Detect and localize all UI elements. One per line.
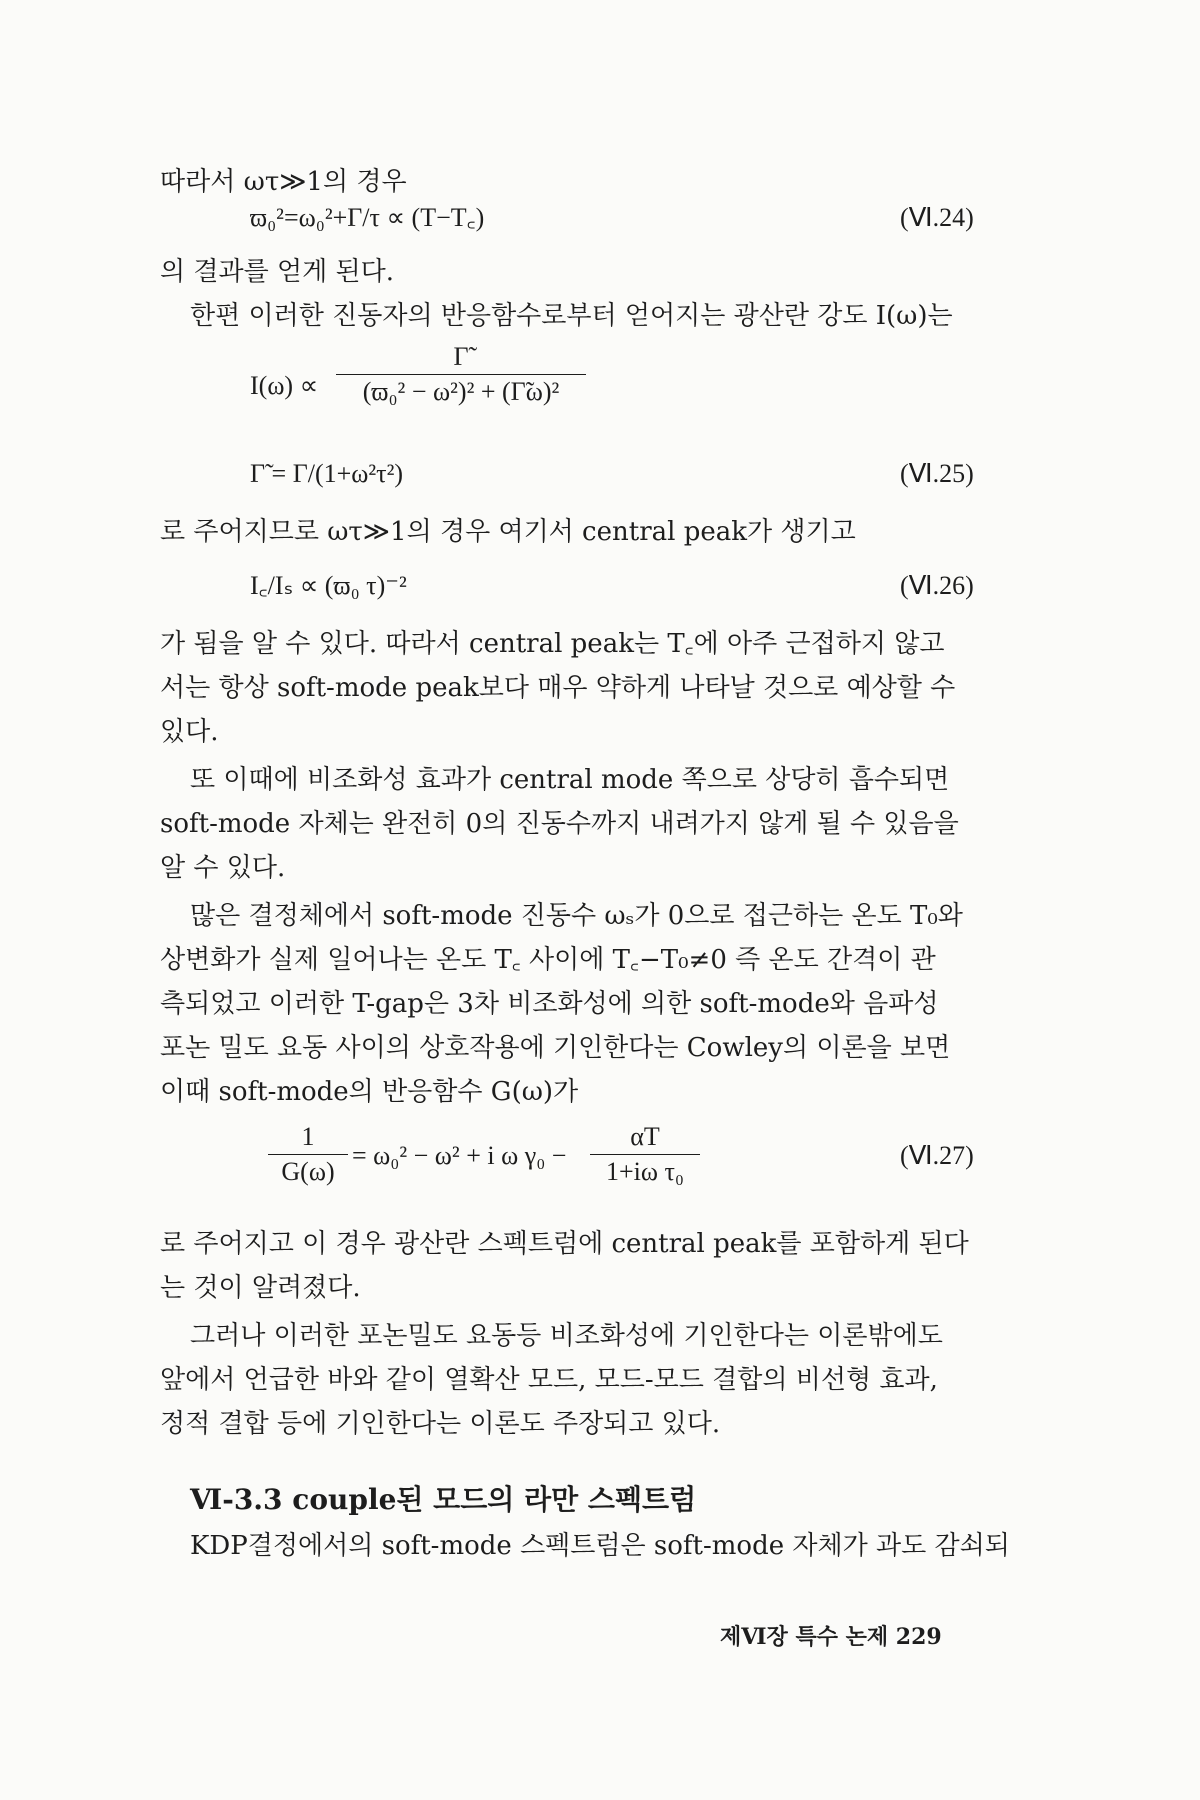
equation-number: (Ⅵ.24): [900, 203, 974, 232]
text-line: 정적 결합 등에 기인한다는 이론도 주장되고 있다.: [160, 1409, 721, 1439]
text-line: 서는 항상 soft-mode peak보다 매우 약하게 나타날 것으로 예상할 수: [160, 673, 956, 703]
fraction-denominator: (ϖ₀² − ω²)² + (Γ̃ω)²: [362, 377, 560, 406]
page-footer: 제Ⅵ장 특수 논제 229: [720, 1624, 942, 1650]
text-line: KDP결정에서의 soft-mode 스펙트럼은 soft-mode 자체가 과도 감쇠되: [190, 1531, 1010, 1561]
fraction-numerator: αT: [630, 1122, 660, 1151]
text-line: 많은 결정체에서 soft-mode 진동수 ωₛ가 0으로 접근하는 온도 T₀와: [190, 901, 963, 931]
text-line: 또 이때에 비조화성 효과가 central mode 쪽으로 상당히 흡수되면: [190, 765, 950, 795]
text-line: 있다.: [160, 717, 219, 747]
equation-number: (Ⅵ.25): [900, 459, 974, 488]
fraction-numerator: 1: [301, 1122, 315, 1151]
equation-vi-25-left: I(ω) ∝: [250, 371, 319, 400]
text-line: 로 주어지고 이 경우 광산란 스펙트럼에 central peak를 포함하게 된다: [160, 1229, 969, 1259]
section-heading: Ⅵ-3.3 couple된 모드의 라만 스펙트럼: [190, 1483, 697, 1516]
text-line: 그러나 이러한 포논밀도 요동등 비조화성에 기인한다는 이론밖에도: [190, 1321, 943, 1351]
equation-vi-25-fraction: [336, 340, 586, 409]
equation-vi-27-left-fraction: [268, 1120, 348, 1189]
text-line: 상변화가 실제 일어나는 온도 T꜀ 사이에 T꜀−T₀≠0 즉 온도 간격이 관: [160, 945, 936, 975]
text-line: 가 됨을 알 수 있다. 따라서 central peak는 T꜀에 아주 근접하지 않고: [160, 629, 945, 659]
fraction-numerator: Γ̃: [453, 342, 469, 371]
text-line: 알 수 있다.: [160, 853, 286, 883]
text-line: 는 것이 알려졌다.: [160, 1273, 361, 1303]
text-line: 이때 soft-mode의 반응함수 G(ω)가: [160, 1077, 579, 1107]
equation-vi-26: I꜀/Iₛ ∝ (ϖ₀ τ)⁻²: [250, 571, 407, 600]
text-line: 한편 이러한 진동자의 반응함수로부터 얻어지는 광산란 강도 I(ω)는: [190, 301, 953, 331]
equation-vi-25: Γ̃ = Γ/(1+ω²τ²): [250, 459, 404, 488]
equation-vi-27-right-fraction: [590, 1120, 700, 1189]
text-line: 포논 밀도 요동 사이의 상호작용에 기인한다는 Cowley의 이론을 보면: [160, 1033, 951, 1063]
text-line: 의 결과를 얻게 된다.: [160, 257, 394, 287]
text-line: 측되었고 이러한 T-gap은 3차 비조화성에 의한 soft-mode와 음파성: [160, 989, 939, 1019]
text-line: 앞에서 언급한 바와 같이 열확산 모드, 모드-모드 결합의 비선형 효과,: [160, 1365, 938, 1395]
equation-number: (Ⅵ.26): [900, 571, 974, 600]
equation-number: (Ⅵ.27): [900, 1141, 974, 1170]
fraction-denominator: 1+iω τ₀: [605, 1157, 684, 1186]
text-line: soft-mode 자체는 완전히 0의 진동수까지 내려가지 않게 될 수 있음을: [160, 809, 959, 839]
text-line: 따라서 ωτ≫1의 경우: [160, 167, 407, 197]
fraction-denominator: G(ω): [281, 1157, 335, 1186]
equation-vi-24: ϖ₀²=ω₀²+Γ/τ ∝ (T−T꜀): [250, 203, 485, 232]
text-line: 로 주어지므로 ωτ≫1의 경우 여기서 central peak가 생기고: [160, 517, 856, 547]
equation-vi-27-middle: = ω₀² − ω² + i ω γ₀ −: [352, 1141, 567, 1170]
